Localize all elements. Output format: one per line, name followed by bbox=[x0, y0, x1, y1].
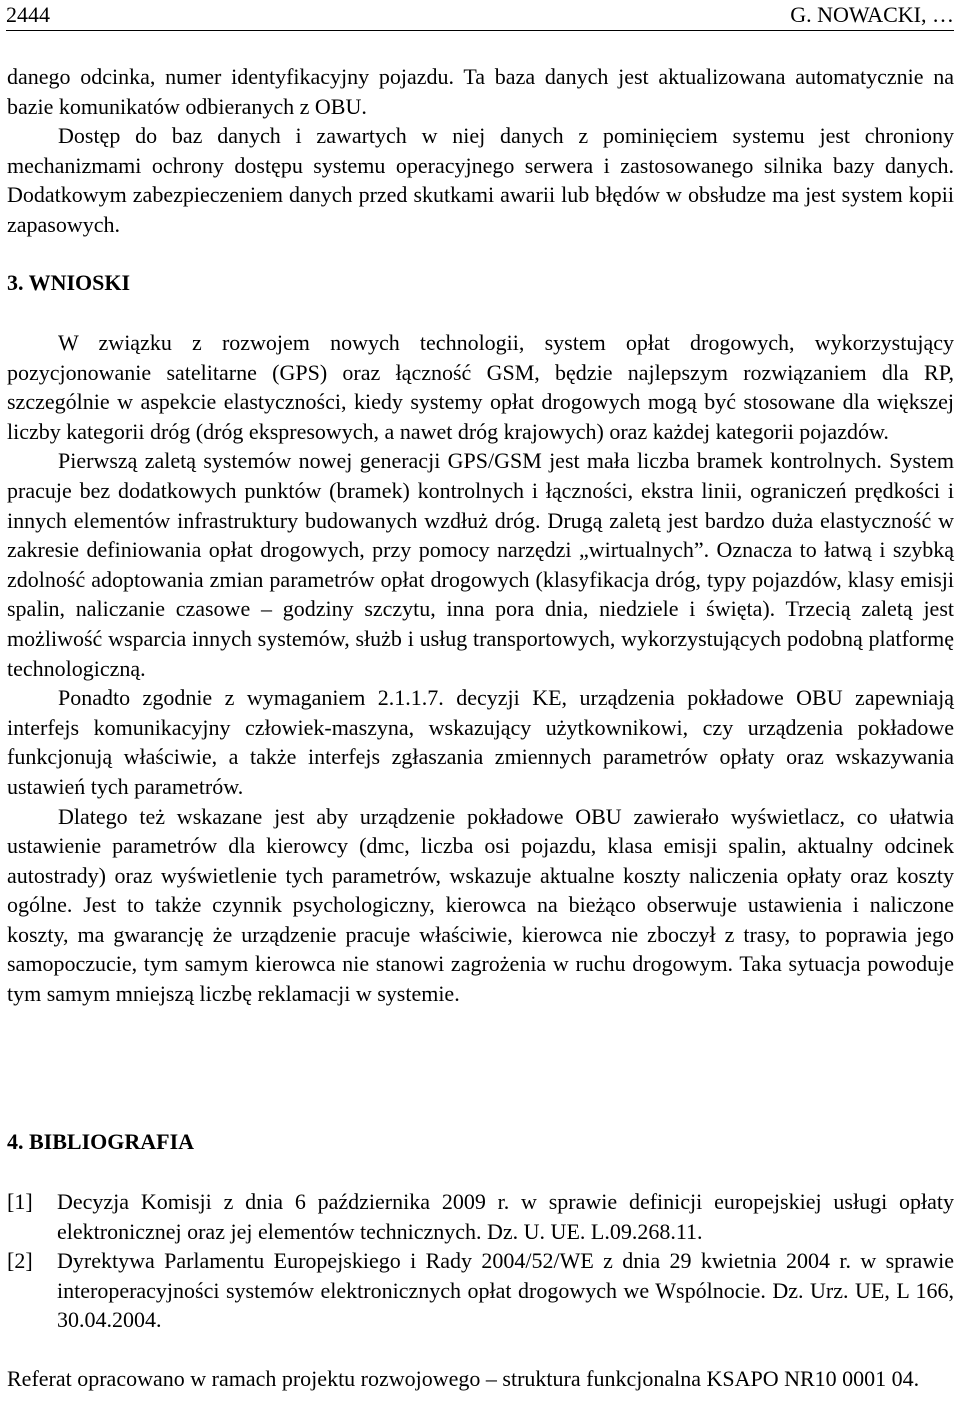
conclusions-paragraph-4: Dlatego też wskazane jest aby urządzenie pokładowe OBU zawierało wyświetlacz, co ułatwia ustawienie parametrów dla kierowcy (dmc, liczba osi pojazdu, klasa emisji spalin, aktualny odcinek autostrady) oraz wyświetlenie tych parametrów, wskazuje aktualne koszty naliczenia opłaty oraz koszty ogólne. Jest to także czynnik psychologiczny, kierowca na bieżąco obserwuje ustawienia i naliczone koszty, ma gwarancję że urządzenie pracuje właściwie, kierowca nie zboczył z trasy, to poprawia jego samopoczucie, tym samym kierowca nie stanowi zagrożenia w ruchu drogowym. Taka sytuacja powoduje tym samym mniejszą liczbę reklamacji w systemie. bbox=[7, 803, 954, 1007]
conclusions-paragraph-2: Pierwszą zaletą systemów nowej generacji GPS/GSM jest mała liczba bramek kontrolnych. System pracuje bez dodatkowych punktów (bramek) kontrolnych i łączności, ekstra linii, ograniczeń prędkości i innych elementów infrastruktury budowanych wzdłuż dróg. Drugą zaletą jest bardzo duża elastyczność w zakresie definiowania opłat drogowych, przy pomocy narzędzi „wirtualnych”. Oznacza to łatwą i szybką zdolność adoptowania zmian parametrów opłat drogowych (klasyfikacja dróg, typy pojazdów, klasy emisji spalin, naliczanie czasowe – godziny szczytu, inna pora dnia, niedziele i święta). Trzecią zaletą jest możliwość wsparcia innych systemów, służb i usług transportowych, wykorzystujących podobną platformę technologiczną. bbox=[7, 448, 954, 681]
conclusions-paragraph-1: W związku z rozwojem nowych technologii, system opłat drogowych, wykorzystujący pozycjonowanie satelitarne (GPS) oraz łączność GSM, będzie najlepszym rozwiązaniem dla RP, szczególnie w aspekcie elastyczności, kiedy systemy opłat drogowych mogą być stosowane dla większej liczby kategorii dróg (dróg ekspresowych, a nawet dróg krajowych) oraz każdej kategorii pojazdów. bbox=[7, 330, 954, 444]
bibliography-text: Decyzja Komisji z dnia 6 października 2009 r. w sprawie definicji europejskiej usługi opłaty elektronicznej oraz jej elementów technicznych. Dz. U. UE. L.09.268.11. bbox=[57, 1189, 954, 1244]
page-number: 2444 bbox=[6, 2, 50, 27]
bibliography-item bbox=[7, 1246, 954, 1335]
section-3-heading: 3. WNIOSKI bbox=[7, 270, 131, 295]
section-4-heading: 4. BIBLIOGRAFIA bbox=[7, 1129, 195, 1154]
bibliography-list bbox=[7, 1187, 954, 1335]
section-3-body bbox=[7, 328, 954, 1009]
bibliography-number: [1] bbox=[7, 1189, 33, 1214]
running-author: G. NOWACKI, … bbox=[790, 2, 954, 27]
conclusions-paragraph-3: Ponadto zgodnie z wymaganiem 2.1.1.7. decyzji KE, urządzenia pokładowe OBU zapewniają interfejs komunikacyjny człowiek-maszyna, wskazujący użytkownikowi, czy urządzenia pokładowe funkcjonują właściwie, a także interfejs zgłaszania zmiennych parametrów opłaty oraz wskazywania ustawień tych parametrów. bbox=[7, 685, 954, 799]
bibliography-number: [2] bbox=[7, 1248, 33, 1274]
intro-paragraph-1: danego odcinka, numer identyfikacyjny pojazdu. Ta baza danych jest aktualizowana automatycznie na bazie komunikatów odbieranych z OBU. bbox=[7, 64, 954, 119]
bibliography-text: Dyrektywa Parlamentu Europejskiego i Rady 2004/52/WE z dnia 29 kwietnia 2004 r. w sprawie interoperacyjności systemów elektronicznych opłat drogowych we Wspólnocie. Dz. Urz. UE, L 166, 30.04.2004. bbox=[57, 1248, 954, 1333]
intro-paragraph-2: Dostęp do baz danych i zawartych w niej danych z pominięciem systemu jest chroniony mechanizmami ochrony dostępu systemu operacyjnego serwera i zastosowanego silnika bazy danych. Dodatkowym zabezpieczeniem danych przed skutkami awarii lub błędów w obsłudze ma jest system kopii zapasowych. bbox=[7, 123, 954, 237]
funding-note: Referat opracowano w ramach projektu rozwojowego – struktura funkcjonalna KSAPO NR10 0001 04. bbox=[7, 1366, 920, 1391]
running-header bbox=[6, 0, 954, 31]
bibliography-item bbox=[7, 1187, 954, 1246]
intro-text bbox=[7, 62, 954, 240]
